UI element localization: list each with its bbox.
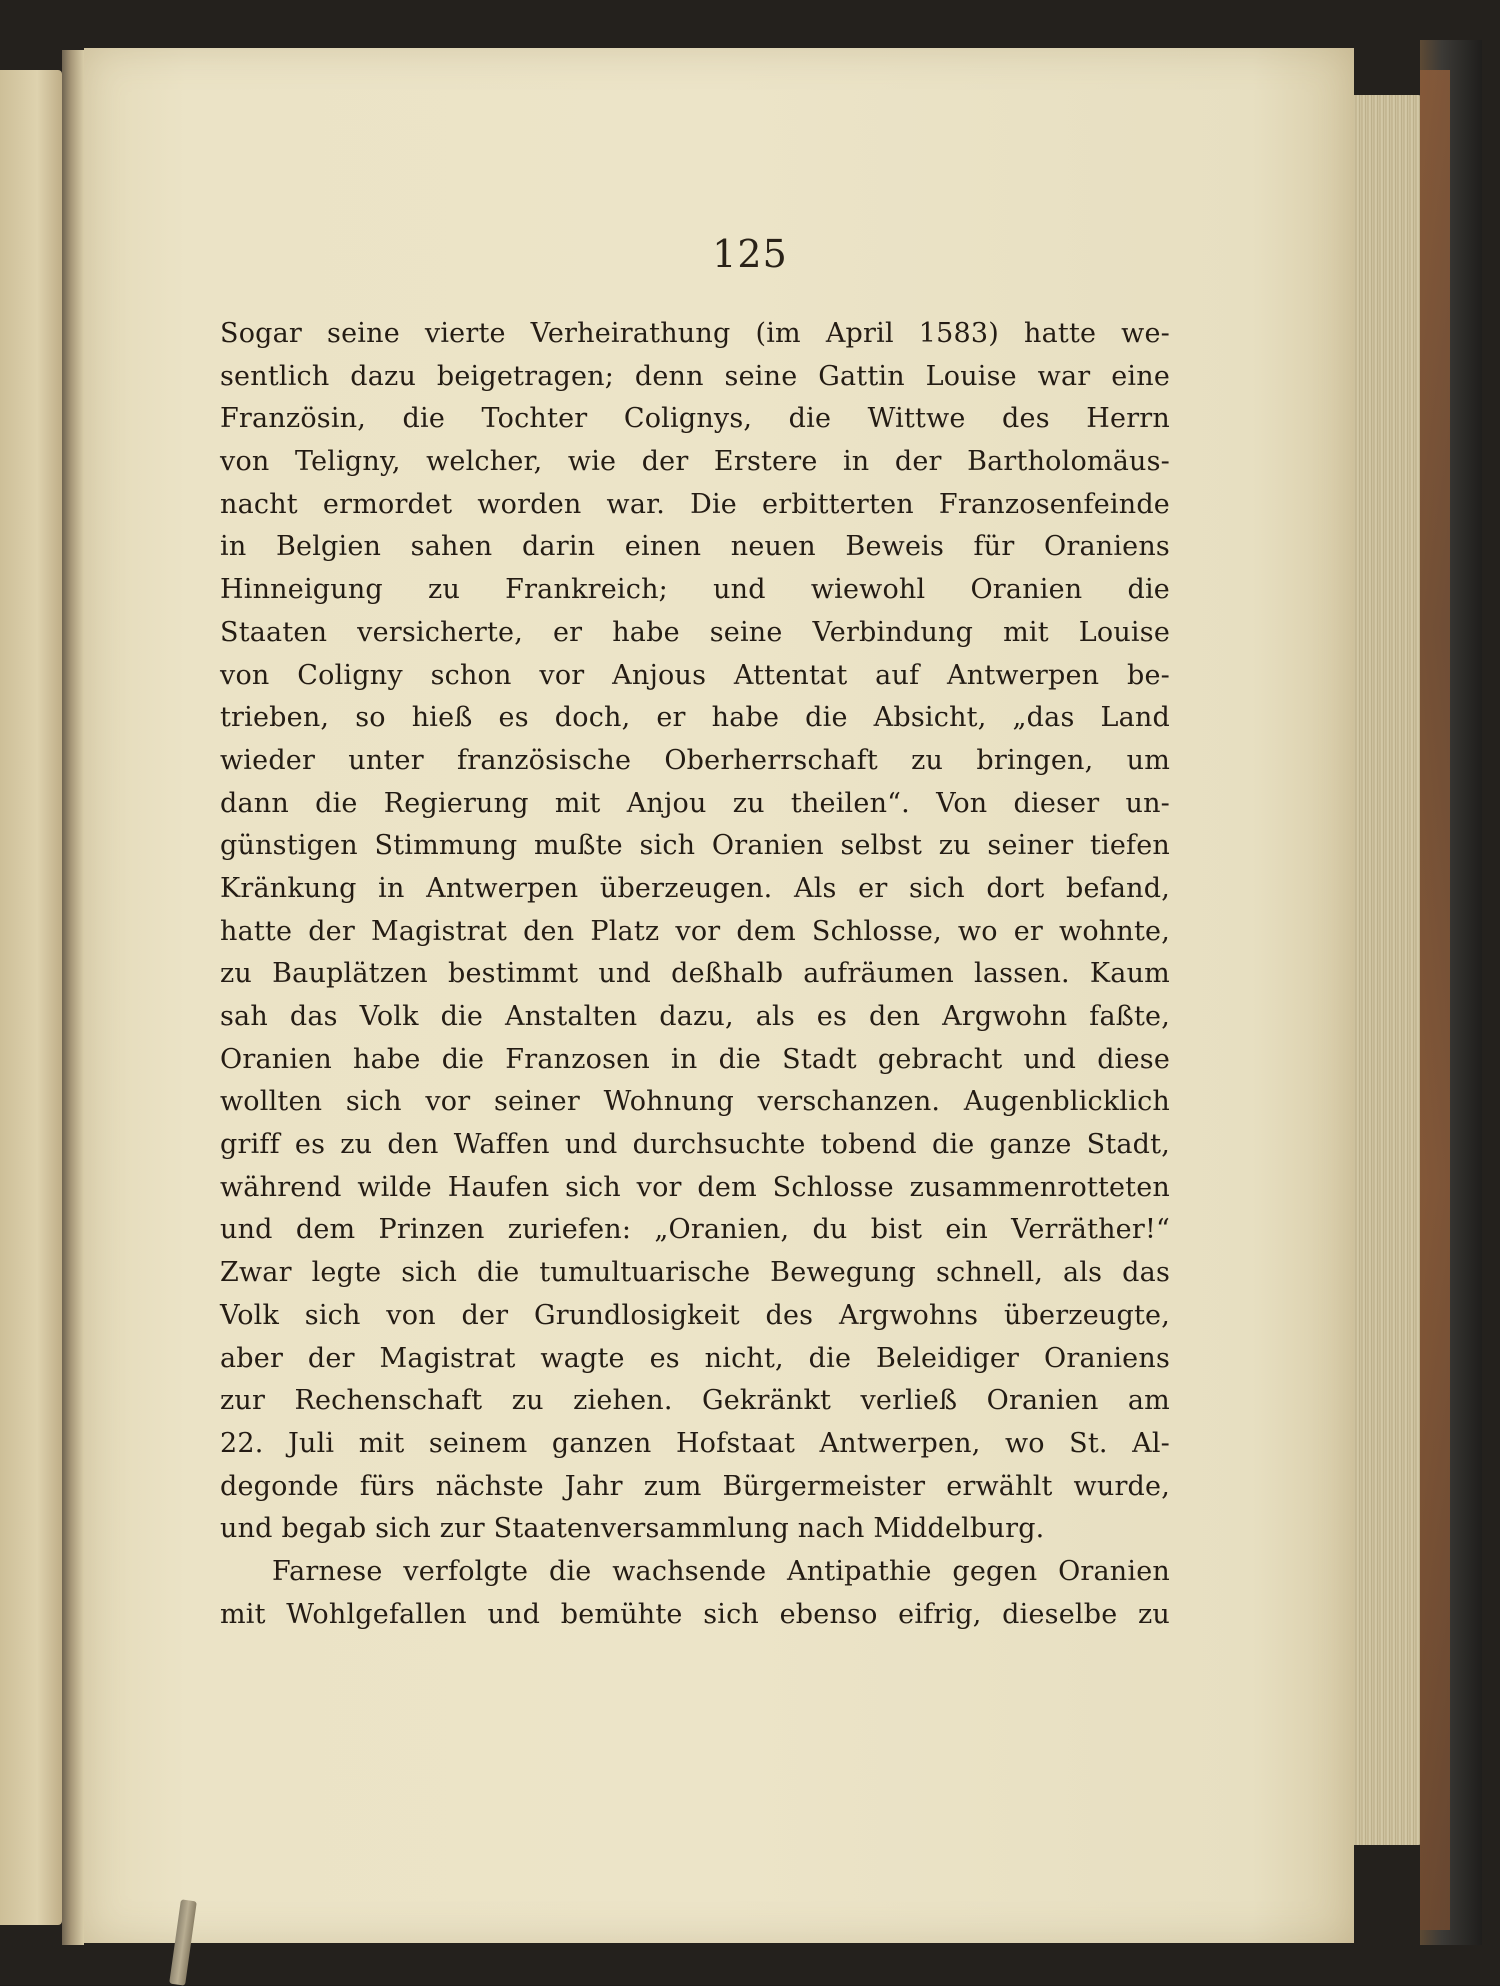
text-line: günstigen Stimmung mußte sich Oranien selbst zu seiner tiefen [220, 830, 1170, 862]
text-line: Farnese verfolgte die wachsende Antipathie gegen Oranien [272, 1555, 1170, 1587]
text-line: nacht ermordet worden war. Die erbitterten Franzosenfeinde [220, 488, 1170, 520]
cover-leather-strip [1420, 70, 1450, 1930]
text-line: dann die Regierung mit Anjou zu theilen“. Von dieser un- [220, 787, 1170, 819]
text-line: und dem Prinzen zuriefen: „Oranien, du bist ein Verräther!“ [220, 1214, 1170, 1246]
text-line: Kränkung in Antwerpen überzeugen. Als er sich dort befand, [220, 872, 1170, 904]
text-line: hatte der Magistrat den Platz vor dem Schlosse, wo er wohnte, [220, 915, 1170, 947]
text-line: aber der Magistrat wagte es nicht, die Beleidiger Oraniens [220, 1342, 1170, 1374]
page-number: 125 [712, 232, 788, 276]
text-line: mit Wohlgefallen und bemühte sich ebenso eifrig, dieselbe zu [220, 1598, 1170, 1630]
body-text [220, 313, 1170, 1636]
text-line: Hinneigung zu Frankreich; und wiewohl Oranien die [220, 574, 1170, 606]
text-line: Staaten versicherte, er habe seine Verbindung mit Louise [220, 616, 1170, 648]
text-line: 22. Juli mit seinem ganzen Hofstaat Antwerpen, wo St. Al- [220, 1427, 1170, 1459]
page-stack-edge [1354, 95, 1424, 1845]
text-line: trieben, so hieß es doch, er habe die Absicht, „das Land [220, 702, 1170, 734]
text-line: sah das Volk die Anstalten dazu, als es den Argwohn faßte, [220, 1001, 1170, 1032]
text-line: während wilde Haufen sich vor dem Schlosse zusammenrotteten [220, 1171, 1170, 1203]
text-line: Oranien habe die Franzosen in die Stadt gebracht und diese [220, 1043, 1170, 1075]
text-line: in Belgien sahen darin einen neuen Beweis für Oraniens [220, 531, 1170, 563]
text-line: sentlich dazu beigetragen; denn seine Gattin Louise war eine [220, 360, 1170, 392]
text-line: von Teligny, welcher, wie der Erstere in der Bartholomäus- [220, 446, 1170, 478]
text-line: griff es zu den Waffen und durchsuchte tobend die ganze Stadt, [220, 1129, 1170, 1161]
text-line: zu Bauplätzen bestimmt und deßhalb aufräumen lassen. Kaum [220, 958, 1170, 990]
text-line: wollten sich vor seiner Wohnung verschanzen. Augenblicklich [220, 1086, 1170, 1118]
text-line: Französin, die Tochter Colignys, die Wittwe des Herrn [220, 403, 1170, 435]
text-line: und begab sich zur Staatenversammlung nach Middelburg. [220, 1513, 1045, 1545]
text-line: von Coligny schon vor Anjous Attentat auf Antwerpen be- [220, 659, 1170, 691]
text-line: degonde fürs nächste Jahr zum Bürgermeister erwählt wurde, [220, 1470, 1170, 1502]
text-line: Zwar legte sich die tumultuarische Bewegung schnell, als das [220, 1257, 1170, 1289]
text-line: Sogar seine vierte Verheirathung (im April 1583) hatte we- [220, 318, 1170, 349]
facing-page-edge [0, 70, 62, 1925]
book-gutter [62, 50, 84, 1945]
text-line: wieder unter französische Oberherrschaft zu bringen, um [220, 744, 1170, 776]
text-line: zur Rechenschaft zu ziehen. Gekränkt verließ Oranien am [220, 1385, 1170, 1417]
text-line: Volk sich von der Grundlosigkeit des Argwohns überzeugte, [220, 1299, 1170, 1331]
